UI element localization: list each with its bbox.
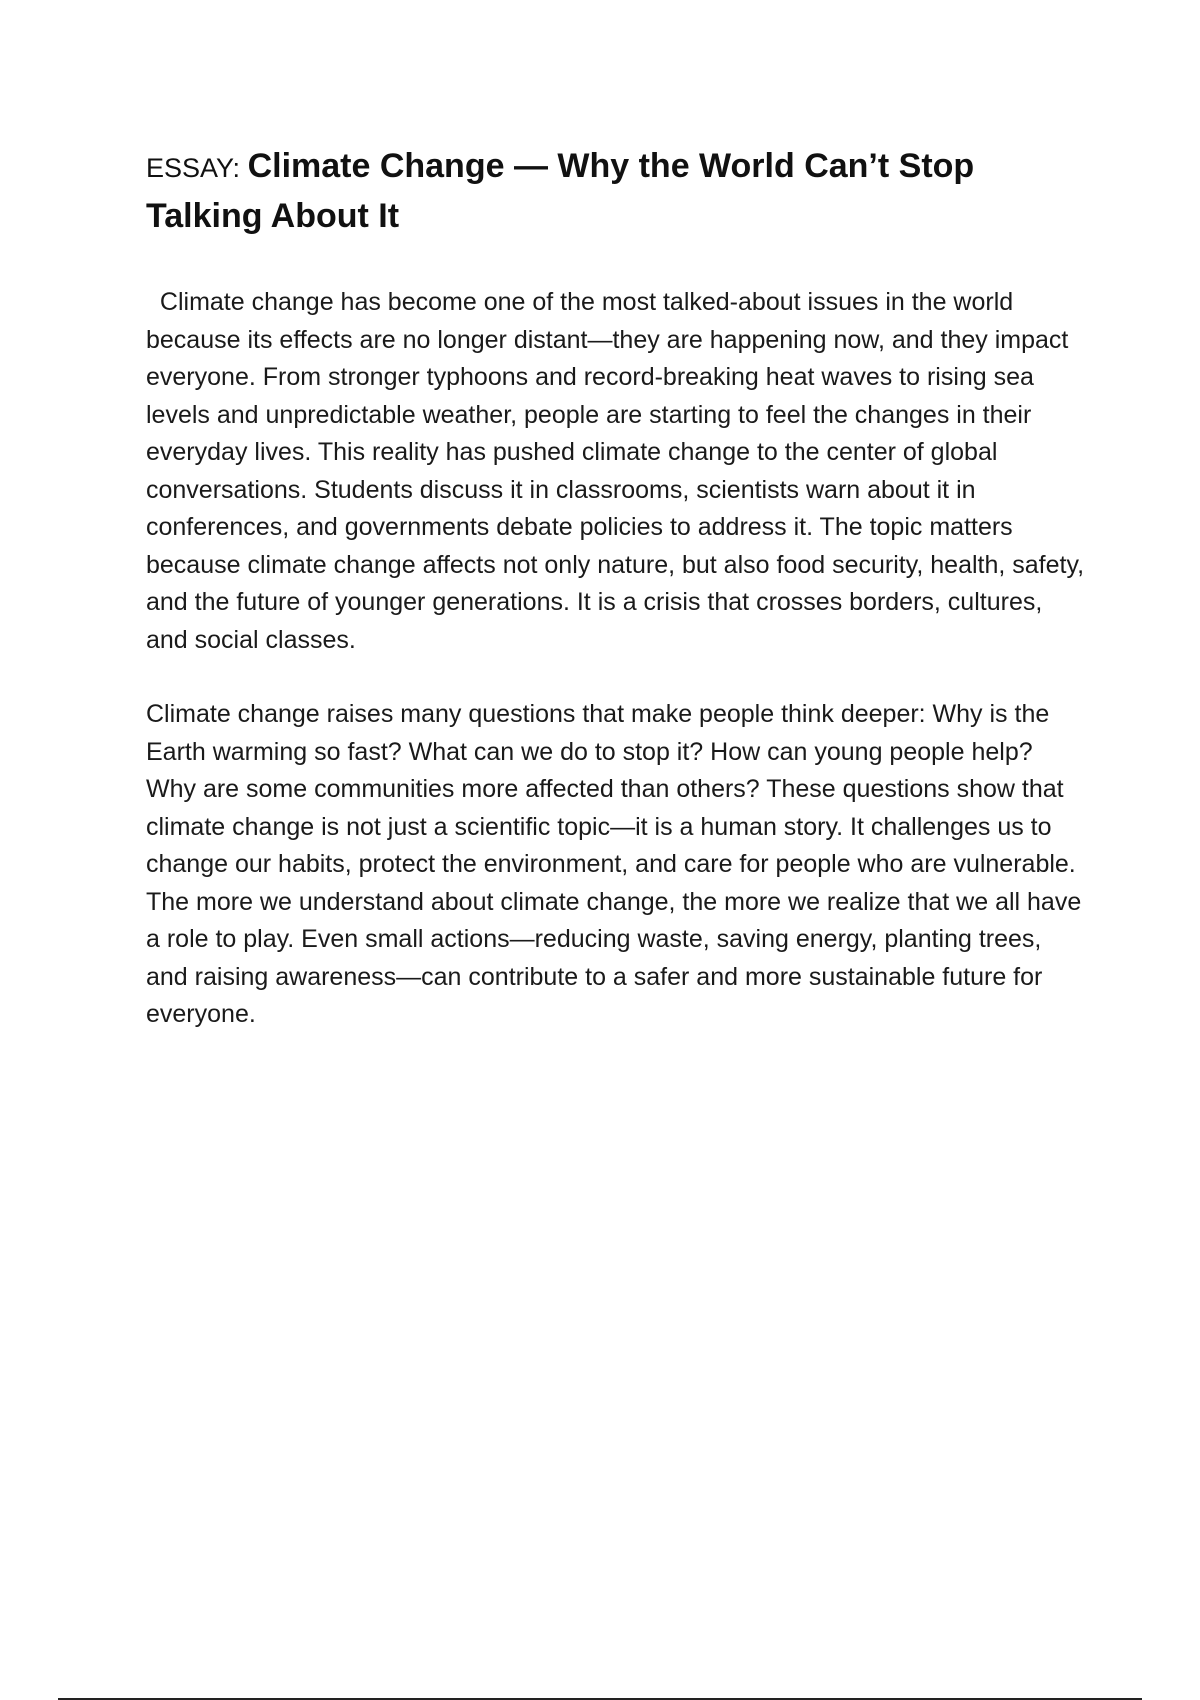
essay-title-text: Climate Change — Why the World Can’t Stop Talking About It (146, 147, 975, 235)
essay-body (146, 142, 1092, 1034)
essay-paragraph-2: Climate change raises many questions that make people think deeper: Why is the Earth warming so fast? What can we do to stop it? How can young people help? Why are some communities more affected than others? These questions show that climate change is not just a scientific topic—it is a human story. It challenges us to change our habits, protect the environment, and care for people who are vulnerable. The more we understand about climate change, the more we realize that we all have a role to play. Even small actions—reducing waste, saving energy, planting trees, and raising awareness—can contribute to a safer and more sustainable future for everyone. (146, 700, 1082, 1028)
essay-title (146, 142, 1086, 240)
essay-paragraph-1: Climate change has become one of the most talked-about issues in the world because its effects are no longer distant—they are happening now, and they impact everyone. From stronger typhoons and record-breaking heat waves to rising sea levels and unpredictable weather, people are starting to feel the changes in their everyday lives. This reality has pushed climate change to the center of global conversations. Students discuss it in classrooms, scientists warn about it in conferences, and governments debate policies to address it. The topic matters because climate change affects not only nature, but also food security, health, safety, and the future of younger generations. It is a crisis that crosses borders, cultures, and social classes. (146, 288, 1092, 654)
essay-prefix: ESSAY: (146, 153, 248, 183)
